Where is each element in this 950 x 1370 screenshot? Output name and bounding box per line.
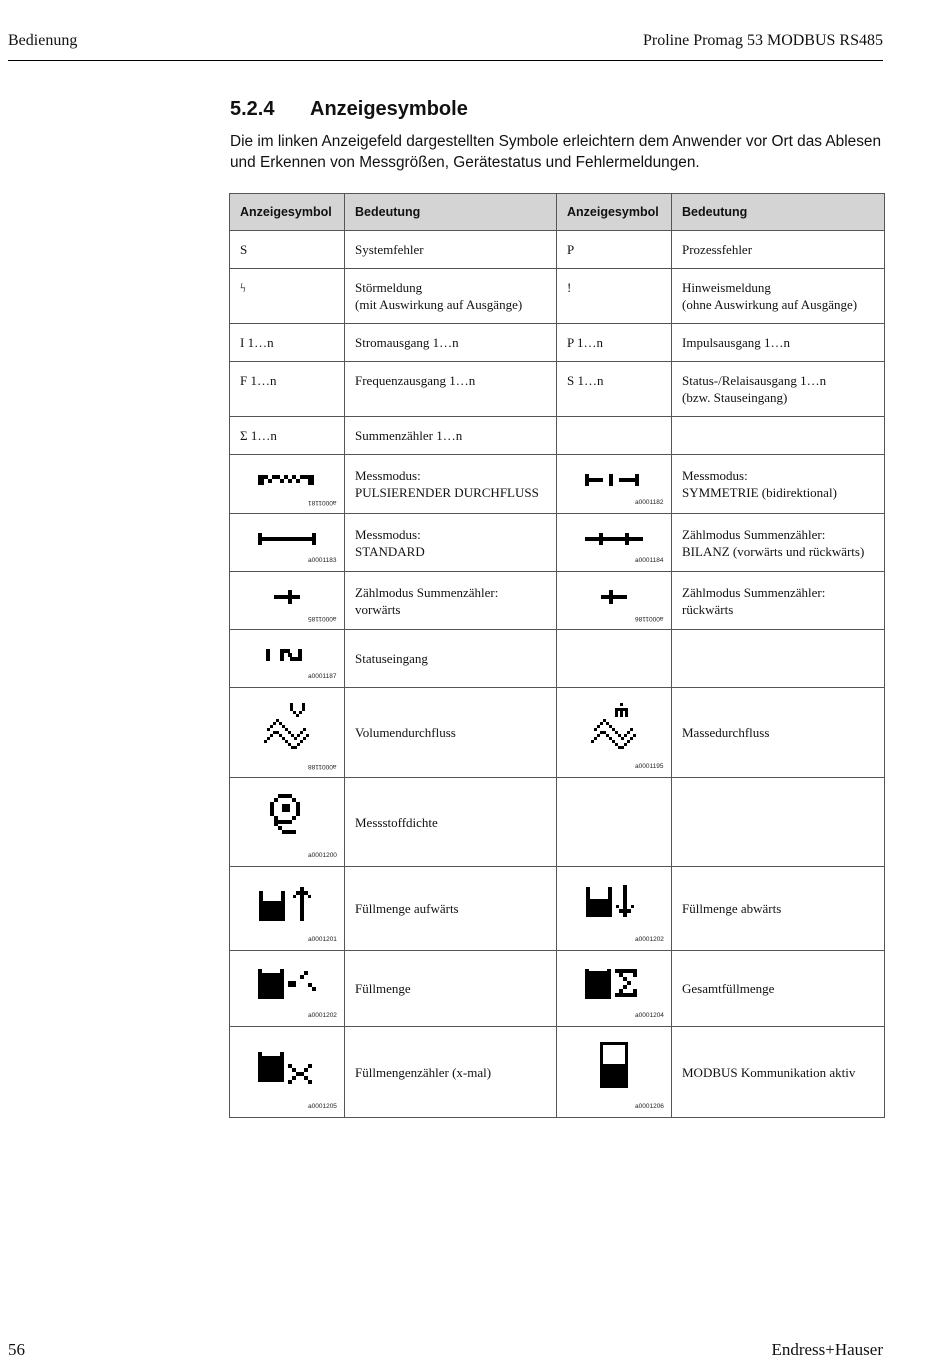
display-symbols-table — [229, 193, 885, 1118]
table-row — [230, 231, 885, 269]
figure-code: a0001187 — [308, 673, 337, 680]
meaning-cell: Stromausgang 1…n — [345, 324, 557, 362]
table-row — [230, 778, 885, 867]
table-row — [230, 1027, 885, 1118]
meaning-cell: Statuseingang — [345, 630, 557, 688]
standard-mode-icon — [258, 531, 316, 547]
symbol-cell — [557, 867, 672, 951]
symbol-cell — [230, 951, 345, 1027]
symbol-cell — [230, 572, 345, 630]
symbol-cell: I 1…n — [230, 324, 345, 362]
section-heading — [230, 98, 468, 121]
table-row — [230, 362, 885, 417]
symbol-cell — [557, 455, 672, 514]
table-row — [230, 269, 885, 324]
figure-code: a0001182 — [635, 499, 664, 506]
symbol-cell — [557, 688, 672, 778]
brand-name: Endress+Hauser — [771, 1340, 883, 1359]
status-input-icon — [266, 647, 308, 663]
table-row — [230, 951, 885, 1027]
symbol-cell — [230, 867, 345, 951]
intro-paragraph: Die im linken Anzeigefeld dargestellten Symbole erleichtern dem Anwender vor Ort das Ablesen und Erkennen von Messgrößen, Gerätestatus und Fehlermeldungen. — [230, 133, 882, 171]
symbol-cell — [557, 417, 672, 455]
symbol-cell — [230, 688, 345, 778]
symbol-cell: F 1…n — [230, 362, 345, 417]
symbol-cell — [230, 455, 345, 514]
symbol-cell: ! — [557, 269, 672, 324]
meaning-cell: Füllmengenzähler (x-mal) — [345, 1027, 557, 1118]
symbol-cell: S 1…n — [557, 362, 672, 417]
figure-code: a0001201 — [308, 936, 337, 943]
column-header: Bedeutung — [672, 194, 885, 231]
meaning-cell: Zählmodus Summenzähler: vorwärts — [345, 572, 557, 630]
symbol-cell — [557, 1027, 672, 1118]
forward-count-icon — [274, 589, 300, 605]
table-row — [230, 688, 885, 778]
meaning-cell: MODBUS Kommunikation aktiv — [672, 1027, 885, 1118]
meaning-cell: Füllmenge abwärts — [672, 867, 885, 951]
symbol-cell — [557, 572, 672, 630]
table-row — [230, 572, 885, 630]
symbol-cell — [557, 514, 672, 572]
meaning-cell — [672, 417, 885, 455]
header-product: Proline Promag 53 MODBUS RS485 — [642, 32, 883, 49]
modbus-active-icon — [600, 1042, 628, 1088]
meaning-cell: Hinweismeldung (ohne Auswirkung auf Ausgänge) — [672, 269, 885, 324]
symbol-cell: P 1…n — [557, 324, 672, 362]
figure-code: a0001185 — [308, 615, 337, 622]
column-header: Anzeigesymbol — [230, 194, 345, 231]
section-title: Anzeigesymbole — [310, 98, 468, 120]
figure-code: a0001186 — [635, 615, 664, 622]
pulsating-flow-icon — [258, 472, 316, 488]
figure-code: a0001184 — [635, 557, 664, 564]
section-number: 5.2.4 — [230, 98, 275, 120]
figure-code: a0001202 — [635, 936, 664, 943]
figure-code: a0001205 — [308, 1103, 337, 1110]
figure-code: a0001206 — [635, 1103, 664, 1110]
running-head — [8, 32, 883, 61]
reverse-count-icon — [601, 589, 627, 605]
balance-icon — [585, 531, 643, 547]
total-fill-icon — [585, 967, 643, 1001]
figure-code: a0001195 — [635, 763, 664, 770]
meaning-cell: Füllmenge aufwärts — [345, 867, 557, 951]
meaning-cell: Zählmodus Summenzähler: rückwärts — [672, 572, 885, 630]
mass-flow-icon — [591, 703, 637, 751]
table-row — [230, 867, 885, 951]
fluid-density-icon — [270, 794, 304, 838]
figure-code: a0001183 — [308, 557, 337, 564]
symbol-cell — [557, 778, 672, 867]
meaning-cell: Prozessfehler — [672, 231, 885, 269]
meaning-cell: Frequenzausgang 1…n — [345, 362, 557, 417]
meaning-cell: Status-/Relaisausgang 1…n (bzw. Stauseingang) — [672, 362, 885, 417]
figure-code: a0001181 — [308, 499, 337, 506]
symbol-cell — [557, 951, 672, 1027]
symmetry-icon — [585, 472, 643, 488]
table-row — [230, 630, 885, 688]
meaning-cell: Gesamtfüllmenge — [672, 951, 885, 1027]
meaning-cell: Volumendurchfluss — [345, 688, 557, 778]
table-row — [230, 455, 885, 514]
meaning-cell: Zählmodus Summenzähler: BILANZ (vorwärts und rückwärts) — [672, 514, 885, 572]
page-number: 56 — [8, 1340, 25, 1359]
meaning-cell: Summenzähler 1…n — [345, 417, 557, 455]
meaning-cell: Systemfehler — [345, 231, 557, 269]
symbol-cell: P — [557, 231, 672, 269]
meaning-cell: Störmeldung (mit Auswirkung auf Ausgänge) — [345, 269, 557, 324]
fill-up-icon — [259, 885, 315, 921]
meaning-cell — [672, 630, 885, 688]
figure-code: a0001188 — [308, 763, 337, 770]
volume-flow-icon — [264, 703, 310, 751]
symbol-cell — [230, 1027, 345, 1118]
header-chapter: Bedienung — [8, 32, 78, 49]
symbol-cell — [230, 514, 345, 572]
symbol-cell: S — [230, 231, 345, 269]
meaning-cell — [672, 778, 885, 867]
meaning-cell: Messmodus: SYMMETRIE (bidirektional) — [672, 455, 885, 514]
column-header: Anzeigesymbol — [557, 194, 672, 231]
meaning-cell: Messmodus: PULSIERENDER DURCHFLUSS — [345, 455, 557, 514]
symbol-cell — [557, 630, 672, 688]
meaning-cell: Messstoffdichte — [345, 778, 557, 867]
fill-down-icon — [586, 885, 642, 921]
meaning-cell: Impulsausgang 1…n — [672, 324, 885, 362]
figure-code: a0001204 — [635, 1012, 664, 1019]
symbol-cell: Σ 1…n — [230, 417, 345, 455]
figure-code: a0001200 — [308, 852, 337, 859]
column-header: Bedeutung — [345, 194, 557, 231]
table-row — [230, 417, 885, 455]
figure-code: a0001202 — [308, 1012, 337, 1019]
symbol-cell — [230, 630, 345, 688]
table-row — [230, 324, 885, 362]
meaning-cell: Messmodus: STANDARD — [345, 514, 557, 572]
fill-quantity-icon — [258, 967, 316, 1001]
meaning-cell: Massedurchfluss — [672, 688, 885, 778]
symbol-cell — [230, 778, 345, 867]
fill-counter-icon — [258, 1050, 316, 1084]
meaning-cell: Füllmenge — [345, 951, 557, 1027]
table-row — [230, 514, 885, 572]
symbol-cell: ϟ — [230, 269, 345, 324]
table-header-row — [230, 194, 885, 231]
